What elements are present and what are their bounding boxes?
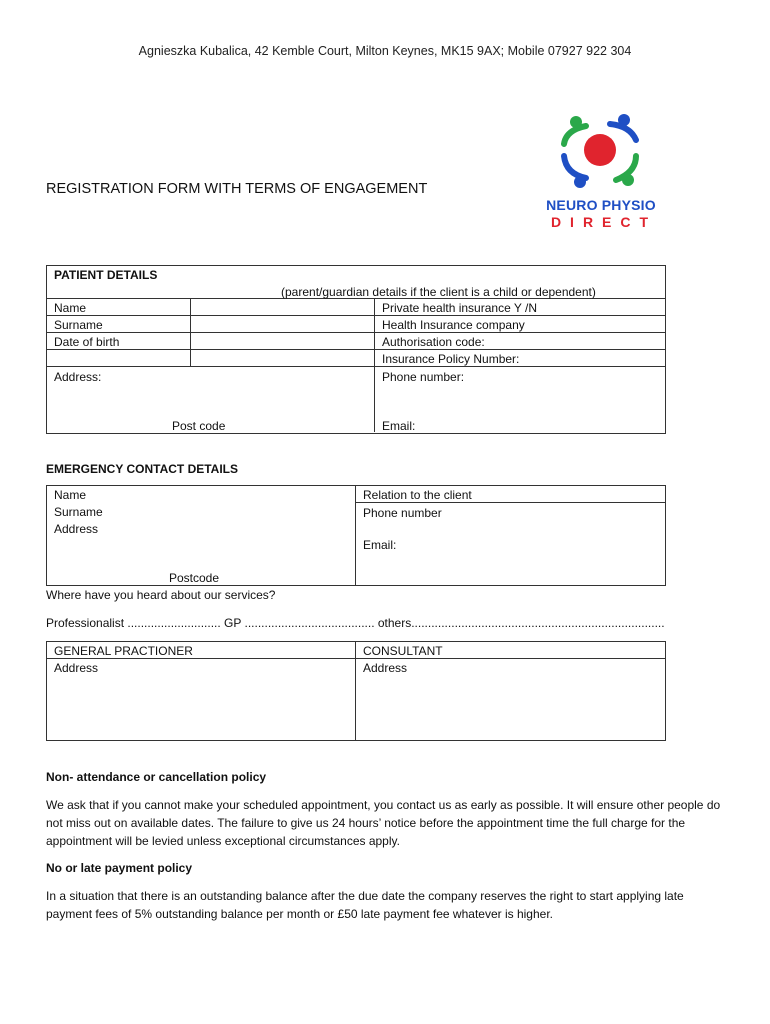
- emergency-email-label: Email:: [363, 538, 397, 552]
- emergency-heading: EMERGENCY CONTACT DETAILS: [46, 462, 239, 476]
- emergency-surname-label: Surname: [54, 505, 103, 519]
- consultant-heading: CONSULTANT: [363, 644, 443, 658]
- referral-options: Professionalist ............................ GP ....................................... others............................................................................: [46, 616, 665, 630]
- emergency-relation-label: Relation to the client: [363, 488, 472, 502]
- payment-policy-text: In a situation that there is an outstanding balance after the due date the company reserves the right to start applying late payment fees of 5% outstanding balance per month or £50 late payment fee whatever is higher.: [46, 889, 684, 921]
- patient-dob-label: Date of birth: [54, 335, 120, 349]
- policy-number-label: Insurance Policy Number:: [382, 352, 520, 366]
- logo-text-bottom: DIRECT: [550, 214, 658, 230]
- authorisation-code-label: Authorisation code:: [382, 335, 485, 349]
- patient-email-label: Email:: [382, 419, 416, 433]
- patient-phone-label: Phone number:: [382, 370, 465, 384]
- gp-address-label: Address: [54, 661, 99, 675]
- payment-policy-heading: No or late payment policy: [46, 861, 193, 875]
- logo-figures-icon: [536, 108, 666, 198]
- gp-heading: GENERAL PRACTIONER: [54, 644, 193, 658]
- emergency-address-label: Address: [54, 522, 99, 536]
- page-title: REGISTRATION FORM WITH TERMS OF ENGAGEMENT: [46, 181, 428, 197]
- emergency-postcode-label: Postcode: [169, 571, 220, 585]
- patient-address-label: Address:: [54, 370, 102, 384]
- practice-address: Agnieszka Kubalica, 42 Kemble Court, Milton Keynes, MK15 9AX; Mobile 07927 922 304: [138, 44, 632, 58]
- insurance-company-label: Health Insurance company: [382, 318, 525, 332]
- patient-name-label: Name: [54, 301, 87, 315]
- patient-surname-label: Surname: [54, 318, 103, 332]
- logo-text-top: NEURO PHYSIO: [546, 197, 656, 213]
- emergency-name-label: Name: [54, 488, 87, 502]
- cancellation-policy-text: We ask that if you cannot make your scheduled appointment, you contact us as early as possible. It will ensure other people do not miss out on available dates. The failure to give us 24 hours’ notice before the appointment time the full charge for the appointment will be levied unless exceptional circumstances apply.: [46, 798, 721, 848]
- patient-details-heading: PATIENT DETAILS: [54, 268, 158, 282]
- guardian-note: (parent/guardian details if the client is a child or dependent): [281, 285, 596, 299]
- emergency-phone-label: Phone number: [363, 506, 442, 520]
- cancellation-policy-heading: Non- attendance or cancellation policy: [46, 770, 267, 784]
- patient-postcode-label: Post code: [172, 419, 226, 433]
- neuro-physio-logo: [536, 108, 666, 233]
- referral-question: Where have you heard about our services?: [46, 588, 276, 602]
- consultant-address-label: Address: [363, 661, 408, 675]
- emergency-contact-table: [46, 485, 666, 586]
- insurance-label: Private health insurance Y /N: [382, 301, 537, 315]
